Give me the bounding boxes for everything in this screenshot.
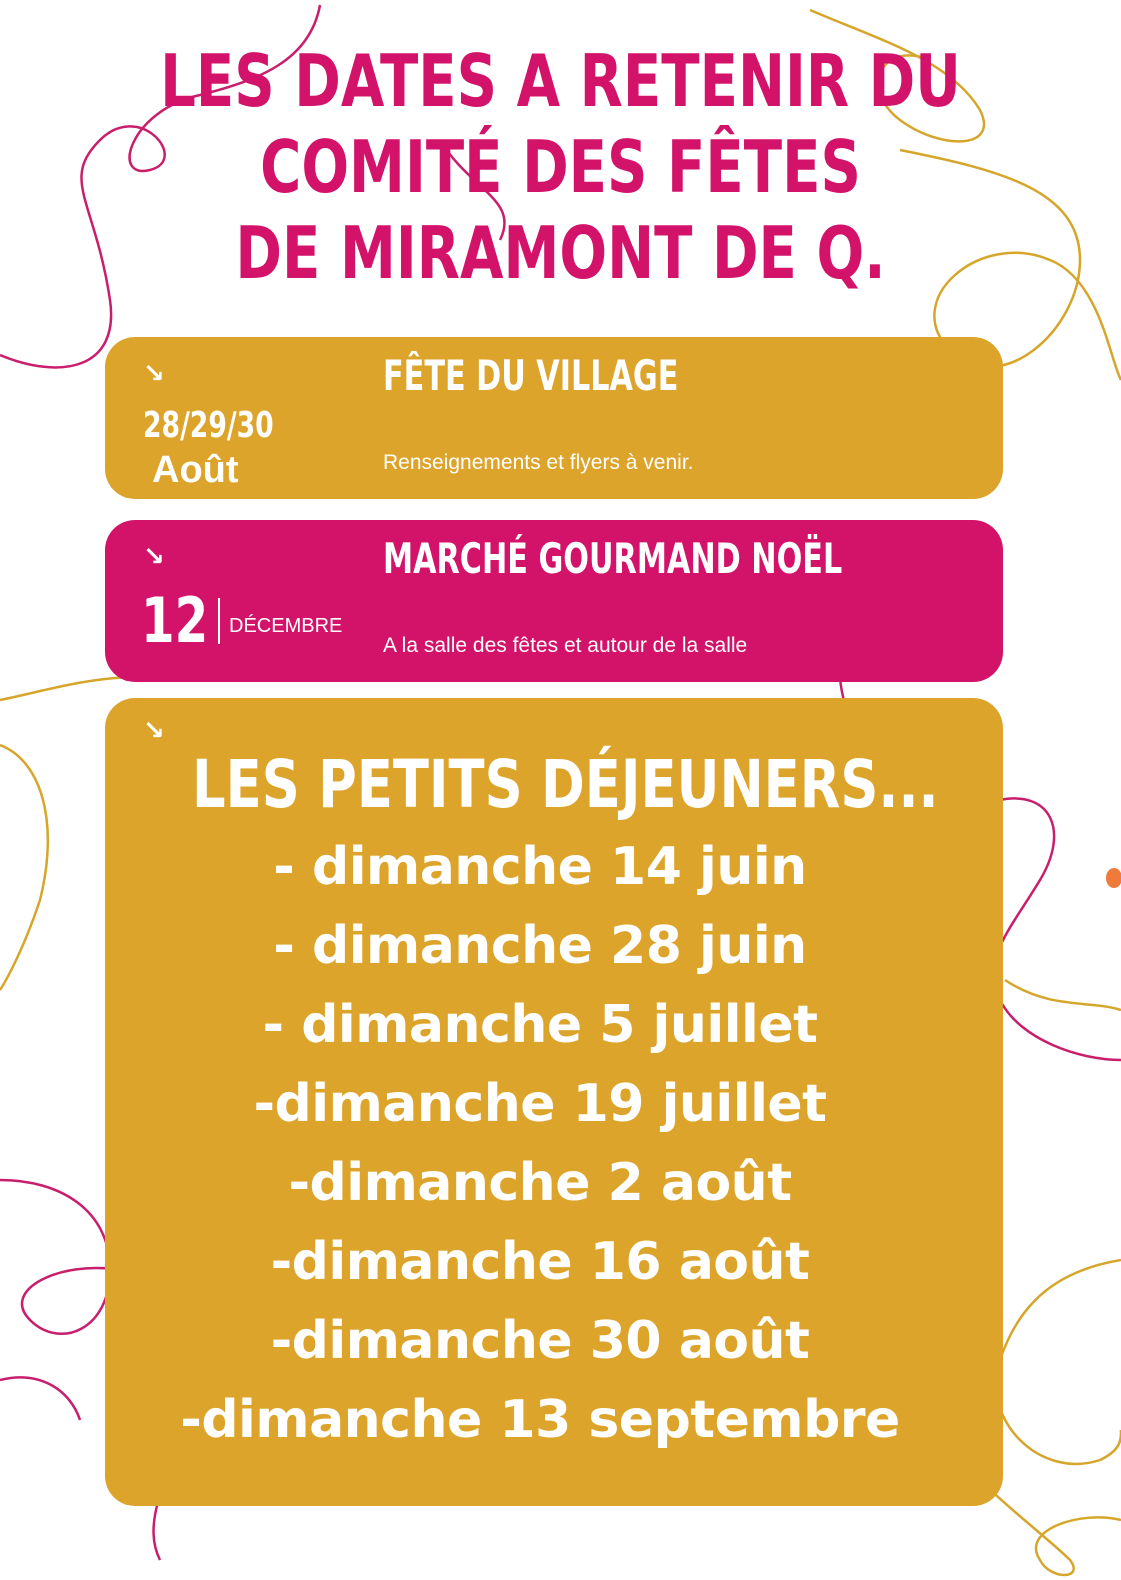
title-line-3: DE MIRAMONT DE Q. <box>235 211 886 295</box>
event-card-petits-dejeuners <box>105 698 1003 1506</box>
event-month: Août <box>152 449 239 491</box>
event-title: FÊTE DU VILLAGE <box>383 351 679 400</box>
list-item: -dimanche 16 août <box>270 1232 810 1292</box>
list-item: - dimanche 14 juin <box>273 837 807 897</box>
list-item: - dimanche 5 juillet <box>262 995 818 1055</box>
page-title <box>0 38 1121 296</box>
title-line-1: LES DATES A RETENIR DU <box>160 39 961 123</box>
arrow-down-right-icon: ↘ <box>143 716 165 746</box>
breakfast-dates-list <box>105 828 975 1460</box>
event-title: MARCHÉ GOURMAND NOËL <box>383 534 843 583</box>
arrow-down-right-icon: ↘ <box>143 359 165 389</box>
title-line-2: COMITÉ DES FÊTES <box>260 125 861 209</box>
event-card-fete-du-village <box>105 337 1003 499</box>
list-item: - dimanche 28 juin <box>273 916 807 976</box>
event-description: A la salle des fêtes et autour de la salle <box>383 634 748 657</box>
event-description: Renseignements et flyers à venir. <box>383 451 694 474</box>
event-day: 12 <box>141 584 209 657</box>
event-month: DÉCEMBRE <box>229 615 343 637</box>
list-item: -dimanche 2 août <box>288 1153 792 1213</box>
event-days: 28/29/30 <box>143 405 274 446</box>
event-card-marche-gourmand <box>105 520 1003 682</box>
list-item: -dimanche 30 août <box>270 1311 810 1371</box>
breakfasts-title: LES PETITS DÉJEUNERS... <box>192 746 939 823</box>
arrow-down-right-icon: ↘ <box>143 542 165 572</box>
list-item: -dimanche 19 juillet <box>253 1074 827 1134</box>
date-divider <box>218 598 220 644</box>
orange-dot <box>1106 868 1121 888</box>
list-item: -dimanche 13 septembre <box>180 1390 900 1450</box>
